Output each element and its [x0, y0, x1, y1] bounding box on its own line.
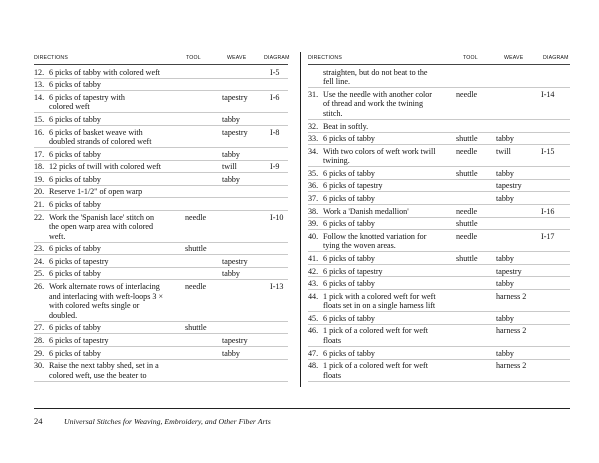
direction-line: twining. [323, 156, 350, 166]
table-row [34, 91, 288, 113]
direction-line: 6 picks of tabby [323, 134, 375, 144]
step-directions [34, 323, 288, 333]
direction-line: 12 picks of twill with colored weft [49, 162, 161, 172]
direction-line: with colored wefts single or [49, 301, 140, 311]
step-directions [34, 244, 288, 254]
table-row [308, 180, 570, 193]
step-number: 33. [308, 134, 319, 144]
step-number: 34. [308, 146, 319, 156]
step-number: 35. [308, 168, 319, 178]
step-number: 36. [308, 181, 319, 191]
table-row [34, 268, 288, 281]
step-number: 44. [308, 291, 319, 301]
table-row [308, 325, 570, 347]
step-tool: needle [185, 282, 207, 292]
step-number: 32. [308, 121, 319, 131]
step-directions [308, 292, 570, 311]
step-directions [34, 213, 288, 242]
step-weave: tabby [496, 313, 514, 323]
step-number: 41. [308, 253, 319, 263]
step-number: 48. [308, 361, 319, 371]
step-weave: tapestry [496, 181, 522, 191]
table-row [34, 322, 288, 335]
step-directions [34, 336, 288, 346]
direction-line: With two colors of weft work twill [323, 146, 436, 156]
direction-line: 1 pick of a colored weft for weft [323, 326, 428, 336]
table-row [308, 205, 570, 218]
direction-line: Use the needle with another color [323, 89, 433, 99]
step-number: 40. [308, 231, 319, 241]
direction-line: 6 picks of tabby [49, 114, 101, 124]
step-weave: tabby [496, 279, 514, 289]
table-row [34, 113, 288, 126]
table-row [308, 277, 570, 290]
direction-line: stitch. [323, 108, 343, 118]
direction-line: straighten, but do not beat to the [323, 67, 428, 77]
step-weave: tabby [496, 134, 514, 144]
step-weave: tapestry [222, 127, 248, 137]
step-directions [34, 115, 288, 125]
step-number: 45. [308, 313, 319, 323]
step-directions [308, 254, 570, 264]
direction-line: Work the 'Spanish lace' stitch on [49, 212, 154, 222]
step-diagram: I-6 [270, 92, 280, 102]
step-directions [34, 257, 288, 267]
step-weave: tabby [222, 269, 240, 279]
step-diagram: I-17 [541, 231, 555, 241]
footer-rule [34, 408, 570, 409]
header-diagram: DIAGRAM [543, 55, 569, 61]
table-row [308, 88, 570, 120]
step-number: 42. [308, 266, 319, 276]
direction-line: 6 picks of tabby [323, 313, 375, 323]
direction-line: weft. [49, 231, 66, 241]
row-rule [308, 381, 570, 382]
direction-line: 6 picks of tapestry [49, 256, 109, 266]
table-row [308, 167, 570, 180]
left-column-header [34, 52, 288, 66]
table-row [34, 347, 288, 360]
direction-line: Follow the knotted variation for [323, 231, 427, 241]
table-row [34, 79, 288, 92]
step-directions [308, 314, 570, 324]
step-directions [308, 232, 570, 251]
step-number: 47. [308, 348, 319, 358]
step-number: 25. [34, 269, 45, 279]
direction-line: tying the woven areas. [323, 241, 396, 251]
table-row [34, 186, 288, 199]
right-rows [308, 66, 570, 382]
step-weave: tabby [496, 194, 514, 204]
right-column [308, 52, 570, 382]
step-directions [308, 169, 570, 179]
step-diagram: I-15 [541, 146, 555, 156]
step-tool: needle [456, 89, 478, 99]
step-number: 39. [308, 219, 319, 229]
direction-line: Raise the next tabby shed, set in a [49, 361, 159, 371]
direction-line: 6 picks of tabby [49, 348, 101, 358]
step-weave: tabby [496, 168, 514, 178]
direction-line: colored weft, use the beater to [49, 370, 147, 380]
step-number: 13. [34, 80, 45, 90]
step-directions [34, 349, 288, 359]
step-directions [34, 150, 288, 160]
step-number: 46. [308, 326, 319, 336]
direction-line: doubled. [49, 310, 78, 320]
header-rule [34, 64, 288, 65]
step-number: 43. [308, 279, 319, 289]
table-row [308, 120, 570, 133]
direction-line: 6 picks of tapestry [323, 181, 383, 191]
step-weave: tabby [222, 174, 240, 184]
direction-line: 6 picks of tabby [323, 253, 375, 263]
direction-line: 6 picks of tapestry [49, 336, 109, 345]
step-weave: tapestry [222, 256, 248, 266]
page-number: 24 [34, 416, 43, 426]
step-directions [308, 147, 570, 166]
step-number: 30. [34, 361, 45, 371]
direction-line: 6 picks of tabby [323, 279, 375, 289]
book-title: Universal Stitches for Weaving, Embroidery, and Other Fiber Arts [64, 417, 271, 426]
step-weave: harness 2 [496, 326, 527, 336]
column-divider [300, 52, 301, 387]
direction-line: Reserve 1-1/2" of open warp [49, 187, 143, 197]
step-directions [34, 175, 288, 185]
direction-line: fell line. [323, 77, 350, 87]
step-number: 23. [34, 244, 45, 254]
direction-line: 6 picks of tabby [49, 174, 101, 184]
step-tool: shuttle [456, 134, 478, 144]
step-tool: shuttle [185, 244, 207, 254]
table-row [34, 255, 288, 268]
step-number: 31. [308, 89, 319, 99]
table-row [34, 243, 288, 256]
step-number: 22. [34, 212, 45, 222]
step-tool: needle [456, 146, 478, 156]
step-weave: harness 2 [496, 361, 527, 371]
header-directions: DIRECTIONS [308, 55, 342, 61]
direction-line: 6 picks of basket weave with [49, 127, 143, 137]
row-rule [34, 381, 288, 382]
step-weave: tapestry [496, 266, 522, 276]
table-row [34, 211, 288, 243]
table-row [308, 145, 570, 167]
table-row [34, 280, 288, 321]
direction-line: of thread and work the twining [323, 99, 424, 109]
left-column [34, 52, 288, 382]
direction-line: 6 picks of tabby [49, 244, 101, 254]
step-directions [308, 349, 570, 359]
step-directions [308, 326, 570, 345]
direction-line: colored weft [49, 102, 90, 112]
step-directions [308, 90, 570, 119]
step-tool: shuttle [456, 168, 478, 178]
direction-line: 6 picks of tabby [323, 168, 375, 178]
direction-line: floats [323, 336, 341, 345]
direction-line: doubled strands of colored weft [49, 137, 152, 147]
step-number: 14. [34, 92, 45, 102]
direction-line: floats [323, 370, 341, 380]
direction-line: 6 picks of tabby [49, 80, 101, 90]
direction-line: 6 picks of tabby [49, 269, 101, 279]
table-row [308, 347, 570, 360]
table-row [308, 66, 570, 88]
step-number: 26. [34, 282, 45, 292]
step-directions [34, 68, 288, 78]
step-weave: tapestry [222, 336, 248, 345]
direction-line: 6 picks of tabby [323, 219, 375, 229]
step-number: 21. [34, 199, 45, 209]
step-weave: tapestry [222, 92, 248, 102]
table-row [308, 218, 570, 231]
step-tool: needle [456, 206, 478, 216]
header-tool: TOOL [186, 55, 201, 61]
step-number: 16. [34, 127, 45, 137]
table-row [308, 230, 570, 252]
step-directions [34, 162, 288, 172]
step-tool: shuttle [456, 253, 478, 263]
step-directions [34, 80, 288, 90]
step-directions [34, 282, 288, 320]
table-row [308, 290, 570, 312]
step-number: 20. [34, 187, 45, 197]
direction-line: 6 picks of tapestry [323, 266, 383, 276]
step-directions [308, 267, 570, 277]
step-number: 19. [34, 174, 45, 184]
step-directions [34, 361, 288, 380]
step-number: 27. [34, 323, 45, 333]
table-row [308, 265, 570, 278]
step-diagram: I-14 [541, 89, 555, 99]
table-row [308, 252, 570, 265]
step-tool: needle [456, 231, 478, 241]
step-number: 15. [34, 114, 45, 124]
header-weave: WEAVE [227, 55, 247, 61]
step-directions [308, 279, 570, 289]
direction-line: 6 picks of tabby [323, 194, 375, 204]
step-weave: tabby [222, 114, 240, 124]
step-directions [308, 219, 570, 229]
header-rule [308, 64, 570, 65]
step-number: 38. [308, 206, 319, 216]
table-row [34, 126, 288, 148]
direction-line: Beat in softly. [323, 121, 369, 131]
direction-line: 6 picks of tabby with colored weft [49, 67, 161, 77]
table-row [308, 192, 570, 205]
step-directions [308, 181, 570, 191]
step-directions [34, 200, 288, 210]
step-directions [308, 194, 570, 204]
step-directions [308, 68, 570, 87]
direction-line: 6 picks of tabby [323, 348, 375, 358]
step-directions [34, 269, 288, 279]
table-row [34, 148, 288, 161]
step-number: 18. [34, 162, 45, 172]
step-tool: shuttle [456, 219, 478, 229]
right-column-header [308, 52, 570, 66]
header-weave: WEAVE [504, 55, 524, 61]
step-weave: tabby [222, 348, 240, 358]
step-weave: twill [496, 146, 511, 156]
step-directions [34, 93, 288, 112]
step-directions [308, 134, 570, 144]
step-directions [34, 128, 288, 147]
step-number: 29. [34, 348, 45, 358]
direction-line: 1 pick of a colored weft for weft [323, 361, 428, 371]
step-weave: tabby [222, 149, 240, 159]
step-diagram: I-16 [541, 206, 555, 216]
step-diagram: I-5 [270, 67, 280, 77]
step-weave: harness 2 [496, 291, 527, 301]
table-row [34, 360, 288, 382]
step-tool: shuttle [185, 323, 207, 333]
direction-line: 1 pick with a colored weft for weft [323, 291, 436, 301]
step-number: 28. [34, 336, 45, 345]
table-row [34, 173, 288, 186]
step-diagram: I-8 [270, 127, 280, 137]
step-directions [34, 187, 288, 197]
left-rows [34, 66, 288, 382]
step-number: 12. [34, 67, 45, 77]
step-directions [308, 361, 570, 380]
step-weave: twill [222, 162, 237, 172]
table-row [34, 334, 288, 347]
direction-line: 6 picks of tapestry with [49, 92, 125, 102]
direction-line: 6 picks of tabby [49, 149, 101, 159]
table-row [34, 66, 288, 79]
direction-line: Work a 'Danish medallion' [323, 206, 409, 216]
direction-line: and interlacing with weft-loops 3 × [49, 291, 164, 301]
step-number: 17. [34, 149, 45, 159]
step-diagram: I-13 [270, 282, 284, 292]
direction-line: floats set in on a single harness lift [323, 301, 436, 311]
step-number: 24. [34, 256, 45, 266]
header-tool: TOOL [463, 55, 478, 61]
direction-line: 6 picks of tabby [49, 199, 101, 209]
step-tool: needle [185, 212, 207, 222]
table-row [308, 133, 570, 146]
table-row [34, 161, 288, 174]
table-row [34, 198, 288, 211]
step-weave: tabby [496, 253, 514, 263]
step-diagram: I-10 [270, 212, 284, 222]
step-weave: tabby [496, 348, 514, 358]
step-diagram: I-9 [270, 162, 280, 172]
step-directions [308, 207, 570, 217]
table-row [308, 312, 570, 325]
table-row [308, 360, 570, 382]
direction-line: the open warp area with colored [49, 222, 154, 232]
direction-line: Work alternate rows of interlacing [49, 282, 160, 292]
direction-line: 6 picks of tabby [49, 323, 101, 333]
header-directions: DIRECTIONS [34, 55, 68, 61]
step-number: 37. [308, 194, 319, 204]
step-directions [308, 122, 570, 132]
header-diagram: DIAGRAM [264, 55, 290, 61]
